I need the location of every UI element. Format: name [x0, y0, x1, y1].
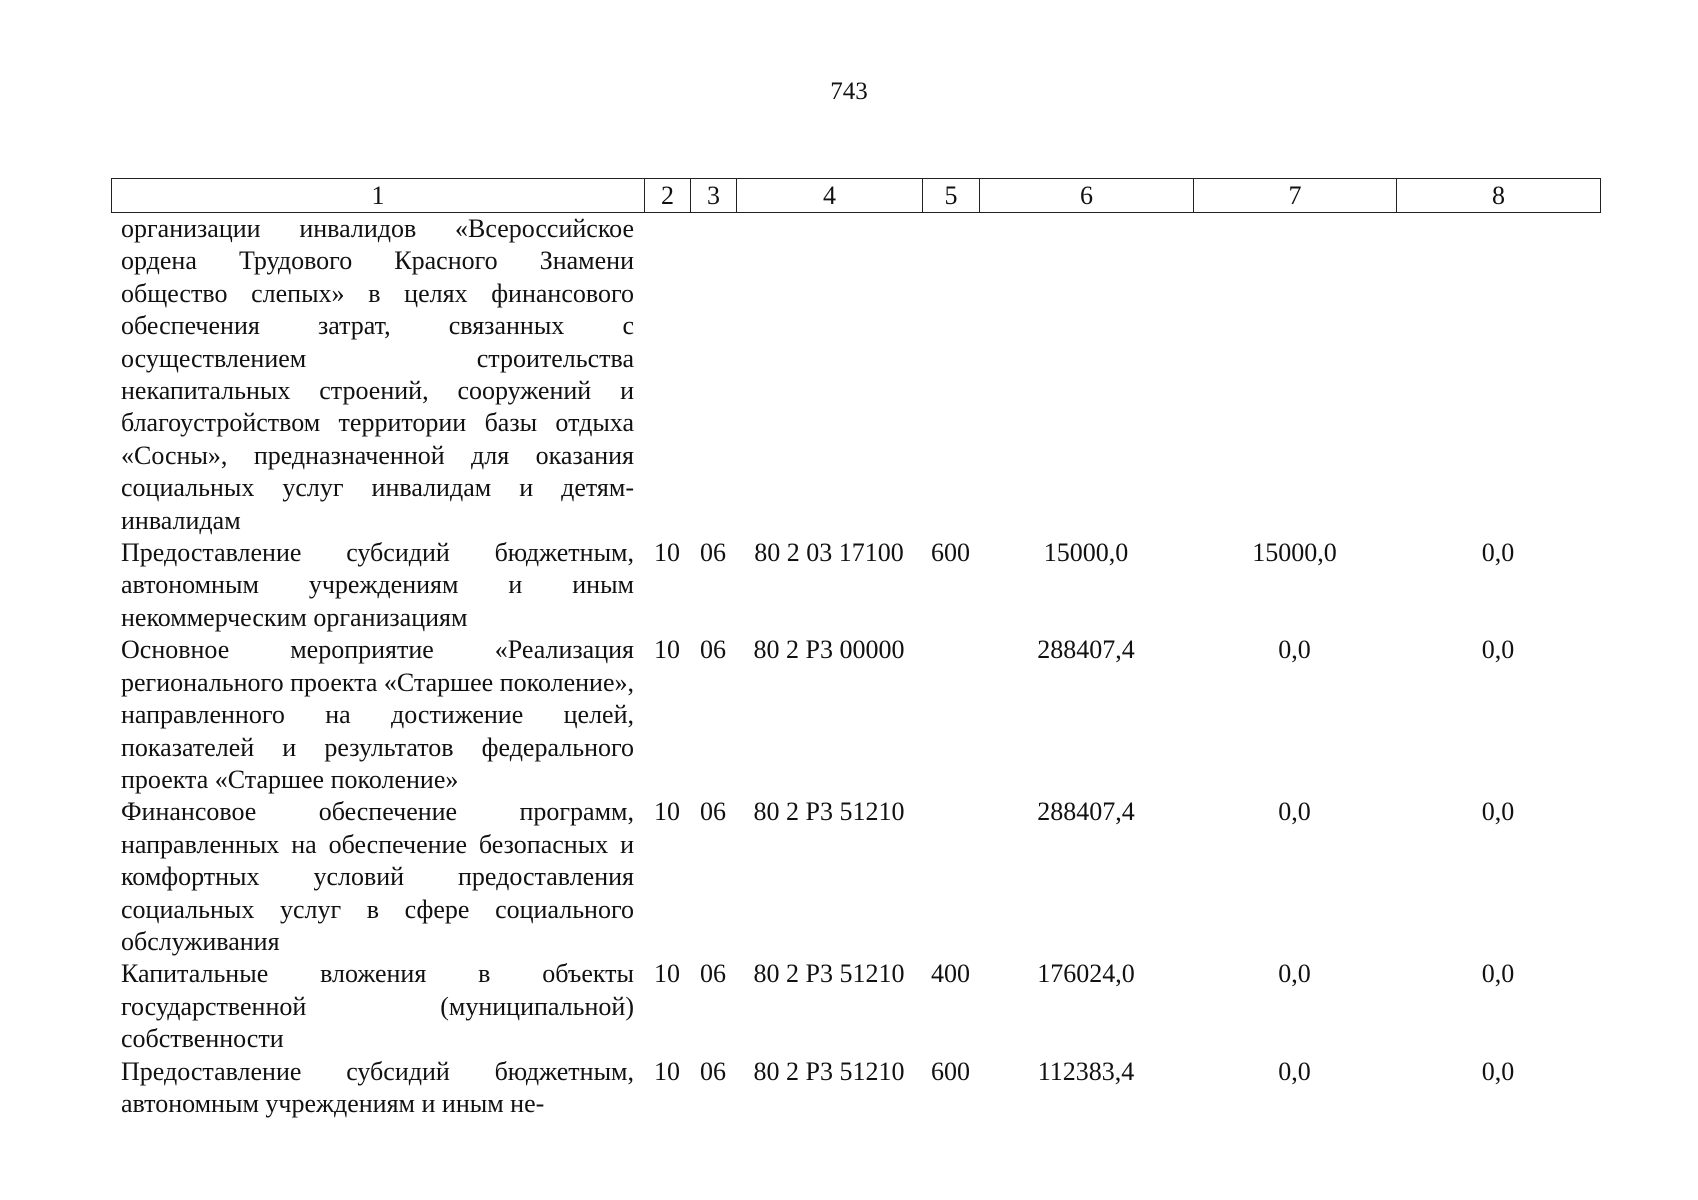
- section-code: 10: [654, 1056, 680, 1086]
- subsection-code: 06: [700, 1056, 726, 1086]
- column-header-1: 1: [112, 179, 645, 213]
- amount-col-7: 0,0: [1278, 1056, 1311, 1086]
- table-row: [111, 213, 1600, 537]
- row-name: Предоставление субсидий бюджетным, автономным учреждениям и иным некоммерческим организациям: [121, 538, 634, 632]
- amount-col-6: 288407,4: [1037, 797, 1135, 827]
- expense-type-code: [922, 634, 979, 796]
- page-number: 743: [830, 78, 868, 105]
- amount-col-7: [1193, 213, 1396, 537]
- section-code: [644, 213, 690, 537]
- subsection-code: 06: [700, 797, 726, 827]
- target-article-code: 80 2 P3 00000: [753, 635, 905, 665]
- amount-col-8: [1396, 213, 1600, 537]
- expense-type-code: 600: [931, 1056, 970, 1086]
- column-header-7: 7: [1194, 179, 1397, 213]
- subsection-code: 06: [700, 959, 726, 989]
- section-code: 10: [654, 959, 680, 989]
- column-header-6: 6: [980, 179, 1194, 213]
- section-code: 10: [654, 797, 680, 827]
- amount-col-8: 0,0: [1481, 959, 1515, 989]
- section-code: 10: [654, 538, 680, 568]
- subsection-code: [690, 213, 736, 537]
- amount-col-6: 288407,4: [1037, 635, 1135, 665]
- row-name: Предоставление субсидий бюджетным, автономным учреждениям и иным не-: [121, 1056, 634, 1118]
- target-article-code: 80 2 P3 51210: [753, 1056, 905, 1086]
- row-name: Финансовое обеспечение программ, направленных на обеспечение безопасных и комфортных условий предоставления социальных услуг в сфере социального обслуживания: [121, 797, 634, 956]
- table-row: [111, 958, 1600, 1055]
- expense-type-code: [922, 213, 979, 537]
- column-header-3: 3: [691, 179, 737, 213]
- amount-col-8: 0,0: [1481, 1056, 1515, 1086]
- column-header-4: 4: [737, 179, 923, 213]
- amount-col-6: [979, 213, 1193, 537]
- subsection-code: 06: [700, 538, 726, 568]
- target-article-code: 80 2 P3 51210: [753, 797, 905, 827]
- column-header-row: [111, 178, 1601, 213]
- amount-col-6: 112383,4: [1037, 1056, 1135, 1086]
- table-row: [111, 537, 1600, 634]
- budget-table-body: [111, 213, 1600, 1120]
- column-header-2: 2: [645, 179, 691, 213]
- row-name: Капитальные вложения в объекты государственной (муниципальной) собственности: [121, 959, 634, 1054]
- row-name: Основное мероприятие «Реализация регионального проекта «Старшее поколение», направленного на достижение целей, показателей и результатов федерального проекта «Старшее поколение»: [121, 635, 634, 794]
- subsection-code: 06: [700, 635, 726, 665]
- amount-col-7: 15000,0: [1252, 538, 1337, 568]
- amount-col-7: 0,0: [1278, 797, 1311, 827]
- expense-type-code: 600: [931, 538, 970, 568]
- amount-col-6: 15000,0: [1043, 538, 1129, 568]
- expense-type-code: [922, 796, 979, 958]
- column-header-5: 5: [923, 179, 980, 213]
- amount-col-8: 0,0: [1481, 538, 1515, 568]
- section-code: 10: [654, 635, 680, 665]
- amount-col-8: 0,0: [1481, 797, 1515, 827]
- target-article-code: [736, 213, 922, 537]
- amount-col-6: 176024,0: [1037, 959, 1135, 989]
- expense-type-code: 400: [931, 959, 970, 989]
- amount-col-8: 0,0: [1481, 635, 1515, 665]
- row-name: организации инвалидов «Всероссийское ордена Трудового Красного Знамени общество слепых» в целях финансового обеспечения затрат, связанных с осуществлением строительства некапитальных строений, сооружений и благоустройством территории базы отдыха «Сосны», предназначенной для оказания социальных услуг инвалидам и детям-инвалидам: [121, 214, 634, 535]
- table-row: [111, 1056, 1600, 1121]
- column-header-8: 8: [1397, 179, 1601, 213]
- amount-col-7: 0,0: [1278, 635, 1311, 665]
- target-article-code: 80 2 P3 51210: [753, 959, 905, 989]
- table-row: [111, 796, 1600, 958]
- amount-col-7: 0,0: [1278, 959, 1311, 989]
- table-row: [111, 634, 1600, 796]
- target-article-code: 80 2 03 17100: [754, 538, 904, 568]
